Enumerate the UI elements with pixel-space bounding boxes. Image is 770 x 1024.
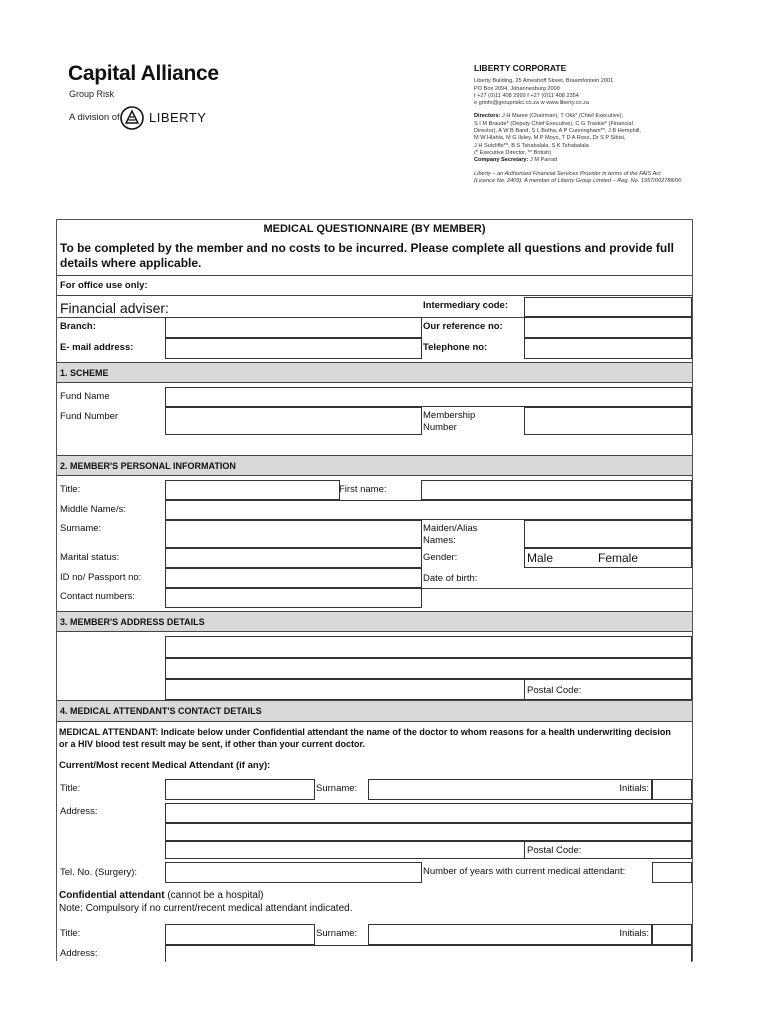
- maiden-names-label: Maiden/Alias: [423, 523, 478, 534]
- directors-line: [474, 113, 714, 120]
- telephone-label: Telephone no:: [423, 342, 488, 353]
- current-attendant-label: Current/Most recent Medical Attendant (if any):: [59, 760, 271, 771]
- address-line-1-field[interactable]: [165, 636, 692, 658]
- middle-names-field[interactable]: [165, 500, 692, 520]
- our-reference-field[interactable]: [524, 317, 692, 338]
- section-address-header: 3. MEMBER'S ADDRESS DETAILS: [57, 611, 692, 632]
- telephone-field[interactable]: [524, 338, 692, 359]
- directors-line: Director), A W B Band, S L Botha, A P Cunningham**, J B Hemphill,: [474, 128, 641, 135]
- attendant-initials-field[interactable]: [652, 779, 692, 800]
- confidential-address-field[interactable]: [165, 945, 692, 962]
- maiden-names-label-2: Names:: [423, 535, 456, 546]
- branch-field[interactable]: [165, 317, 422, 338]
- marital-status-field[interactable]: [165, 548, 422, 568]
- secretary-line: [474, 157, 714, 164]
- directors-text: J H Maree (Chairman), T Okk* (Chief Executive),: [502, 113, 624, 120]
- email-field[interactable]: [165, 338, 422, 359]
- postal-code-field[interactable]: [524, 679, 692, 700]
- contact-numbers-field[interactable]: [165, 588, 422, 608]
- address-line: t +27 (0)11 408 2999 f +27 (0)11 408 2354: [474, 92, 579, 99]
- confidential-initials-label: Initials:: [619, 928, 649, 939]
- attendant-address-label: Address:: [60, 806, 98, 817]
- attendant-surname-field[interactable]: [368, 779, 652, 800]
- confidential-note: Note: Compulsory if no current/recent medical attendant indicated.: [59, 903, 353, 914]
- corporate-title: LIBERTY CORPORATE: [474, 63, 567, 73]
- dob-label: Date of birth:: [423, 573, 478, 584]
- medical-questionnaire-form: [56, 219, 693, 961]
- fund-name-field[interactable]: [165, 387, 692, 407]
- address-line: e grinfo@groupriskc.co.za w www.liberty.co.za: [474, 100, 590, 107]
- confidential-surname-label: Surname:: [316, 928, 358, 939]
- membership-number-label: Number: [423, 422, 457, 433]
- email-label: E- mail address:: [60, 342, 134, 353]
- attendant-postal-code-field[interactable]: [524, 841, 692, 859]
- address-line: PO Box 2094, Johannesburg 2000: [474, 85, 560, 92]
- gender-label: Gender:: [423, 552, 458, 563]
- confidential-initials-field[interactable]: [652, 924, 692, 945]
- brand-subtitle: Group Risk: [69, 89, 115, 99]
- office-use-label: For office use only:: [60, 280, 148, 291]
- directors-line: (* Executive Director, ** British): [474, 149, 552, 156]
- attendant-address-line-2-field[interactable]: [165, 823, 692, 841]
- fund-name-label: Fund Name: [60, 391, 110, 402]
- confidential-surname-field[interactable]: [368, 924, 652, 945]
- address-line-2-field[interactable]: [165, 658, 692, 679]
- financial-adviser-label: Financial adviser:: [60, 300, 169, 316]
- surname-field[interactable]: [165, 520, 422, 548]
- confidential-attendant-heading: Confidential attendant (cannot be a hospital): [59, 890, 264, 901]
- attendant-postal-code-label: Postal Code:: [527, 845, 582, 856]
- section-medical-header: 4. MEDICAL ATTENDANT'S CONTACT DETAILS: [57, 700, 692, 722]
- membership-label: Membership: [423, 410, 476, 421]
- gender-female-option[interactable]: Female: [598, 551, 639, 565]
- medical-attendant-note: MEDICAL ATTENDANT: Indicate below under Confidential attendant the name of the doctor to whom reasons for a health underwriting decision or a HIV blood test result may be sent, if other than your current doctor.: [59, 727, 671, 749]
- gender-field[interactable]: [524, 548, 692, 568]
- form-title: MEDICAL QUESTIONNAIRE (BY MEMBER): [263, 223, 486, 235]
- liberty-logo-icon: [120, 106, 144, 130]
- branch-label: Branch:: [60, 321, 96, 332]
- corporate-details: [474, 65, 714, 185]
- attendant-title-label: Title:: [60, 783, 81, 794]
- contact-numbers-label: Contact numbers:: [60, 591, 135, 602]
- liberty-wordmark: LIBERTY: [149, 110, 207, 125]
- our-reference-label: Our reference no:: [423, 321, 503, 332]
- first-name-field[interactable]: [421, 480, 692, 500]
- confidential-title-label: Title:: [60, 928, 81, 939]
- form-intro: To be completed by the member and no costs to be incurred. Please complete all questions and provide full details where applicable.: [60, 241, 674, 270]
- postal-code-label: Postal Code:: [527, 685, 582, 696]
- id-passport-field[interactable]: [165, 568, 422, 588]
- maiden-names-field[interactable]: [524, 520, 692, 548]
- footnote-line: (Licence No. 2409). A member of Liberty Group Limited – Reg. No. 1957/002788/06: [474, 177, 682, 184]
- directors-line: J H Sutcliffe**, B S Tshabalala, S K Tshabalala: [474, 142, 589, 149]
- intermediary-code-field[interactable]: [524, 297, 692, 317]
- first-name-label: First name:: [339, 484, 387, 495]
- directors-label: Directors:: [474, 113, 501, 120]
- division-label: A division of: [69, 112, 120, 123]
- marital-status-label: Marital status:: [60, 552, 120, 563]
- section-scheme-header: 1. SCHEME: [57, 362, 692, 383]
- directors-line: M W Hlahla, M G Ilsley, M P Moyo, T D A Ross, Dr S P Sibisi,: [474, 135, 626, 142]
- attendant-surname-label: Surname:: [316, 783, 358, 794]
- address-line: Liberty Building, 25 Ameshoff Street, Braamfontein 2001: [474, 78, 614, 85]
- footnote-line: Liberty – an Authorised Financial Services Provider in terms of the FAIS Act: [474, 170, 661, 177]
- tel-surgery-field[interactable]: [165, 862, 422, 883]
- address-line-3-field[interactable]: [165, 679, 525, 700]
- id-passport-label: ID no/ Passport no:: [60, 572, 142, 583]
- attendant-address-line-3-field[interactable]: [165, 841, 525, 859]
- secretary-label: Company Secretary:: [474, 157, 529, 164]
- surname-label: Surname:: [60, 523, 102, 534]
- years-with-attendant-field[interactable]: [652, 862, 692, 883]
- secretary-name: J M Parratt: [529, 157, 558, 164]
- fund-number-label: Fund Number: [60, 411, 119, 422]
- confidential-address-label: Address:: [60, 948, 98, 959]
- attendant-initials-label: Initials:: [619, 783, 649, 794]
- title-field[interactable]: [165, 480, 340, 500]
- section-personal-header: 2. MEMBER'S PERSONAL INFORMATION: [57, 455, 692, 476]
- attendant-address-line-1-field[interactable]: [165, 803, 692, 823]
- gender-male-option[interactable]: Male: [527, 551, 554, 565]
- title-label: Title:: [60, 484, 81, 495]
- attendant-title-field[interactable]: [165, 779, 315, 800]
- intermediary-code-label: Intermediary code:: [423, 300, 508, 311]
- directors-line: S I M Braude* (Deputy Chief Executive), C G Troskie* (Financial: [474, 120, 633, 127]
- confidential-title-field[interactable]: [165, 924, 315, 945]
- tel-surgery-label: Tel. No. (Surgery):: [60, 867, 138, 878]
- middle-names-label: Middle Name/s:: [60, 504, 126, 515]
- brand-title: Capital Alliance: [68, 62, 219, 85]
- fund-number-field[interactable]: [165, 407, 422, 435]
- membership-number-field[interactable]: [524, 407, 692, 435]
- years-with-attendant-label: Number of years with current medical attendant:: [423, 866, 626, 877]
